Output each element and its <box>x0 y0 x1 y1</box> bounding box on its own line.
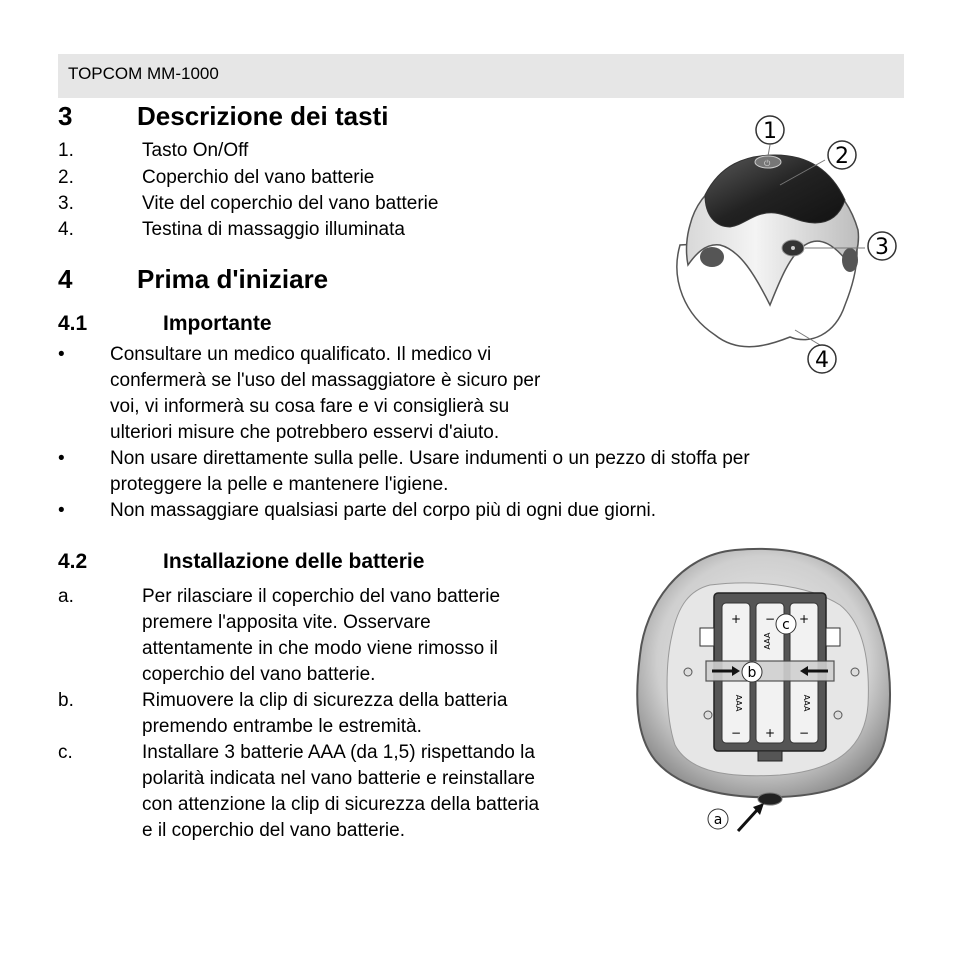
svg-text:⏻: ⏻ <box>764 159 771 168</box>
svg-text:b: b <box>747 665 757 681</box>
section-4-number: 4 <box>58 264 73 294</box>
svg-text:3: 3 <box>875 235 889 260</box>
step-label: c. <box>58 742 73 763</box>
bullet-marker: • <box>58 500 65 521</box>
step-line: Per rilasciare il coperchio del vano batterie <box>142 586 501 607</box>
list-item-number: 3. <box>58 193 74 214</box>
svg-text:+: + <box>764 726 776 740</box>
svg-text:+: + <box>730 612 742 626</box>
list-item-text: Tasto On/Off <box>142 140 249 161</box>
svg-text:c: c <box>782 617 790 633</box>
step-line: con attenzione la clip di sicurezza della batteria <box>142 794 540 815</box>
svg-text:AAA: AAA <box>734 694 743 712</box>
svg-text:−: − <box>764 612 776 626</box>
section-3-title: Descrizione dei tasti <box>137 101 389 131</box>
label-b <box>742 662 762 682</box>
label-a <box>708 809 728 829</box>
subsection-4-1-number: 4.1 <box>58 312 88 335</box>
step-line: premere l'apposita vite. Osservare <box>142 612 431 633</box>
bullet-line: Non usare direttamente sulla pelle. Usare indumenti o un pezzo di stoffa per <box>110 448 750 469</box>
step-line: polarità indicata nel vano batterie e reinstallare <box>142 768 535 789</box>
bullet-line: voi, vi informerà su cosa fare e vi consiglierà su <box>110 396 510 417</box>
list-item-text: Coperchio del vano batterie <box>142 167 375 188</box>
list-item-number: 2. <box>58 167 74 188</box>
bullet-line: confermerà se l'uso del massaggiatore è sicuro per <box>110 370 541 391</box>
bullet-marker: • <box>58 344 65 365</box>
bullet-line: ulteriori misure che potrebbero esservi d'aiuto. <box>110 422 500 443</box>
callout-1 <box>756 116 784 144</box>
step-line: Rimuovere la clip di sicurezza della batteria <box>142 690 508 711</box>
massager-illustration <box>660 105 900 390</box>
bullet-line: Consultare un medico qualificato. Il medico vi <box>110 344 492 365</box>
callout-2 <box>828 141 856 169</box>
running-header <box>58 54 904 98</box>
step-line: Installare 3 batterie AAA (da 1,5) rispettando la <box>142 742 535 763</box>
svg-text:−: − <box>730 726 742 740</box>
bullet-line: Non massaggiare qualsiasi parte del corpo più di ogni due giorni. <box>110 500 657 521</box>
svg-text:4: 4 <box>815 348 829 373</box>
list-item-number: 1. <box>58 140 74 161</box>
callout-3 <box>868 232 896 260</box>
svg-text:AAA: AAA <box>763 632 772 650</box>
callout-4 <box>808 345 836 373</box>
list-item-number: 4. <box>58 219 74 240</box>
subsection-4-1-title: Importante <box>163 312 272 335</box>
bullet-line: proteggere la pelle e mantenere l'igiene. <box>110 474 449 495</box>
step-label: b. <box>58 690 74 711</box>
svg-text:−: − <box>798 726 810 740</box>
step-line: coperchio del vano batterie. <box>142 664 376 685</box>
svg-text:+: + <box>798 612 810 626</box>
step-line: attentamente in che modo viene rimosso il <box>142 638 498 659</box>
svg-text:2: 2 <box>835 144 849 169</box>
svg-text:a: a <box>713 812 723 828</box>
label-c <box>776 614 796 634</box>
subsection-4-2-number: 4.2 <box>58 550 88 573</box>
section-3-number: 3 <box>58 101 73 131</box>
svg-text:1: 1 <box>763 119 777 144</box>
step-line: e il coperchio del vano batterie. <box>142 820 405 841</box>
section-4-title: Prima d'iniziare <box>137 264 329 294</box>
list-item-text: Vite del coperchio del vano batterie <box>142 193 439 214</box>
bullet-marker: • <box>58 448 65 469</box>
header-title: TOPCOM MM-1000 <box>68 64 219 83</box>
battery-compartment-illustration <box>630 545 900 835</box>
list-item-text: Testina di massaggio illuminata <box>142 219 405 240</box>
svg-text:AAA: AAA <box>802 694 811 712</box>
step-line: premendo entrambe le estremità. <box>142 716 422 737</box>
subsection-4-2-title: Installazione delle batterie <box>163 550 425 573</box>
step-label: a. <box>58 586 74 607</box>
